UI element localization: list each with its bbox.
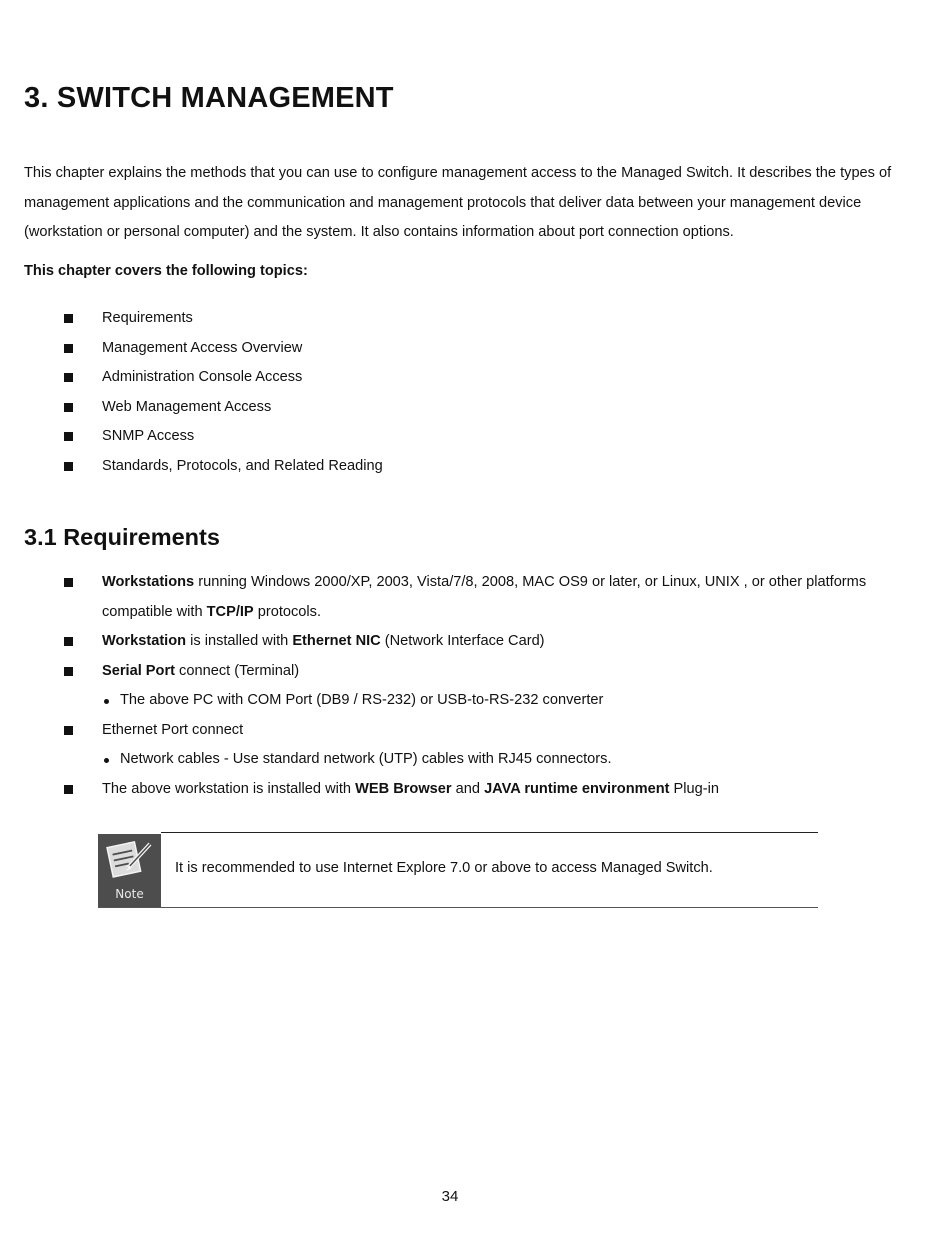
bullet-square-icon [64, 785, 73, 794]
chapter-title: 3. SWITCH MANAGEMENT [24, 82, 394, 114]
bullet-dot-icon [104, 699, 109, 704]
bullet-square-icon [64, 667, 73, 676]
bullet-dot-icon [104, 758, 109, 763]
page-number: 34 [441, 1188, 459, 1205]
note-top-rule [161, 832, 818, 833]
bullet-square-icon [64, 403, 73, 412]
intro-paragraph: This chapter explains the methods that you can use to configure management access to the Managed Switch. It describes the types of management applications and the communication and management protocols that deliver data between your management device (workstation or personal computer) and the system. It also contains information about port connection options. [24, 165, 892, 240]
note-bottom-rule [98, 907, 818, 908]
bullet-square-icon [64, 637, 73, 646]
note-icon-label: Note [115, 887, 144, 901]
bullet-square-icon [64, 373, 73, 382]
bullet-square-icon [64, 432, 73, 441]
note-text: It is recommended to use Internet Explore 7.0 or above to access Managed Switch. [175, 860, 713, 876]
bullet-square-icon [64, 462, 73, 471]
note-pad-pencil-icon [98, 834, 161, 884]
bullet-square-icon [64, 314, 73, 323]
document-page: 3. SWITCH MANAGEMENT This chapter explains the methods that you can use to configure management access to the Managed Switch. It describes the types of management applications and the communication and management protocols that deliver data between your management device (workstation or personal computer) and the system. It also contains information about port connection options. This chapter covers the following topics: Requirements Management Access Overview Administration Console Access Web Management Access SNMP Access Standards, Protocols, and Related Reading 3.1 Requirements Workstations running Windows 2000/XP, 2003, Vista/7/8, 2008, MAC OS9 or later, or Linux, UNIX , or other platforms compatible with TCP/IP protocols. Workstation is installed with Ethernet NIC (Network Interface Card) Serial Port connect (Terminal) The above PC with COM Port (DB9 / RS-232) or USB-to-RS-232 converter Ethernet Port connect Network cables - Use standard network (UTP) cables with RJ45 connectors. The above workstation is installed with WEB Browser and JAVA runtime environment Plug-in Note It is recommended to use Internet Explore 7.0 or above to access Managed Switch. 34 [0, 0, 950, 1256]
bullet-square-icon [64, 344, 73, 353]
note-icon [98, 834, 161, 907]
note-box [98, 832, 818, 907]
bullet-square-icon [64, 726, 73, 735]
section-title: 3.1 Requirements [24, 524, 220, 550]
bullet-square-icon [64, 578, 73, 587]
topics-heading: This chapter covers the following topics: [24, 263, 308, 279]
